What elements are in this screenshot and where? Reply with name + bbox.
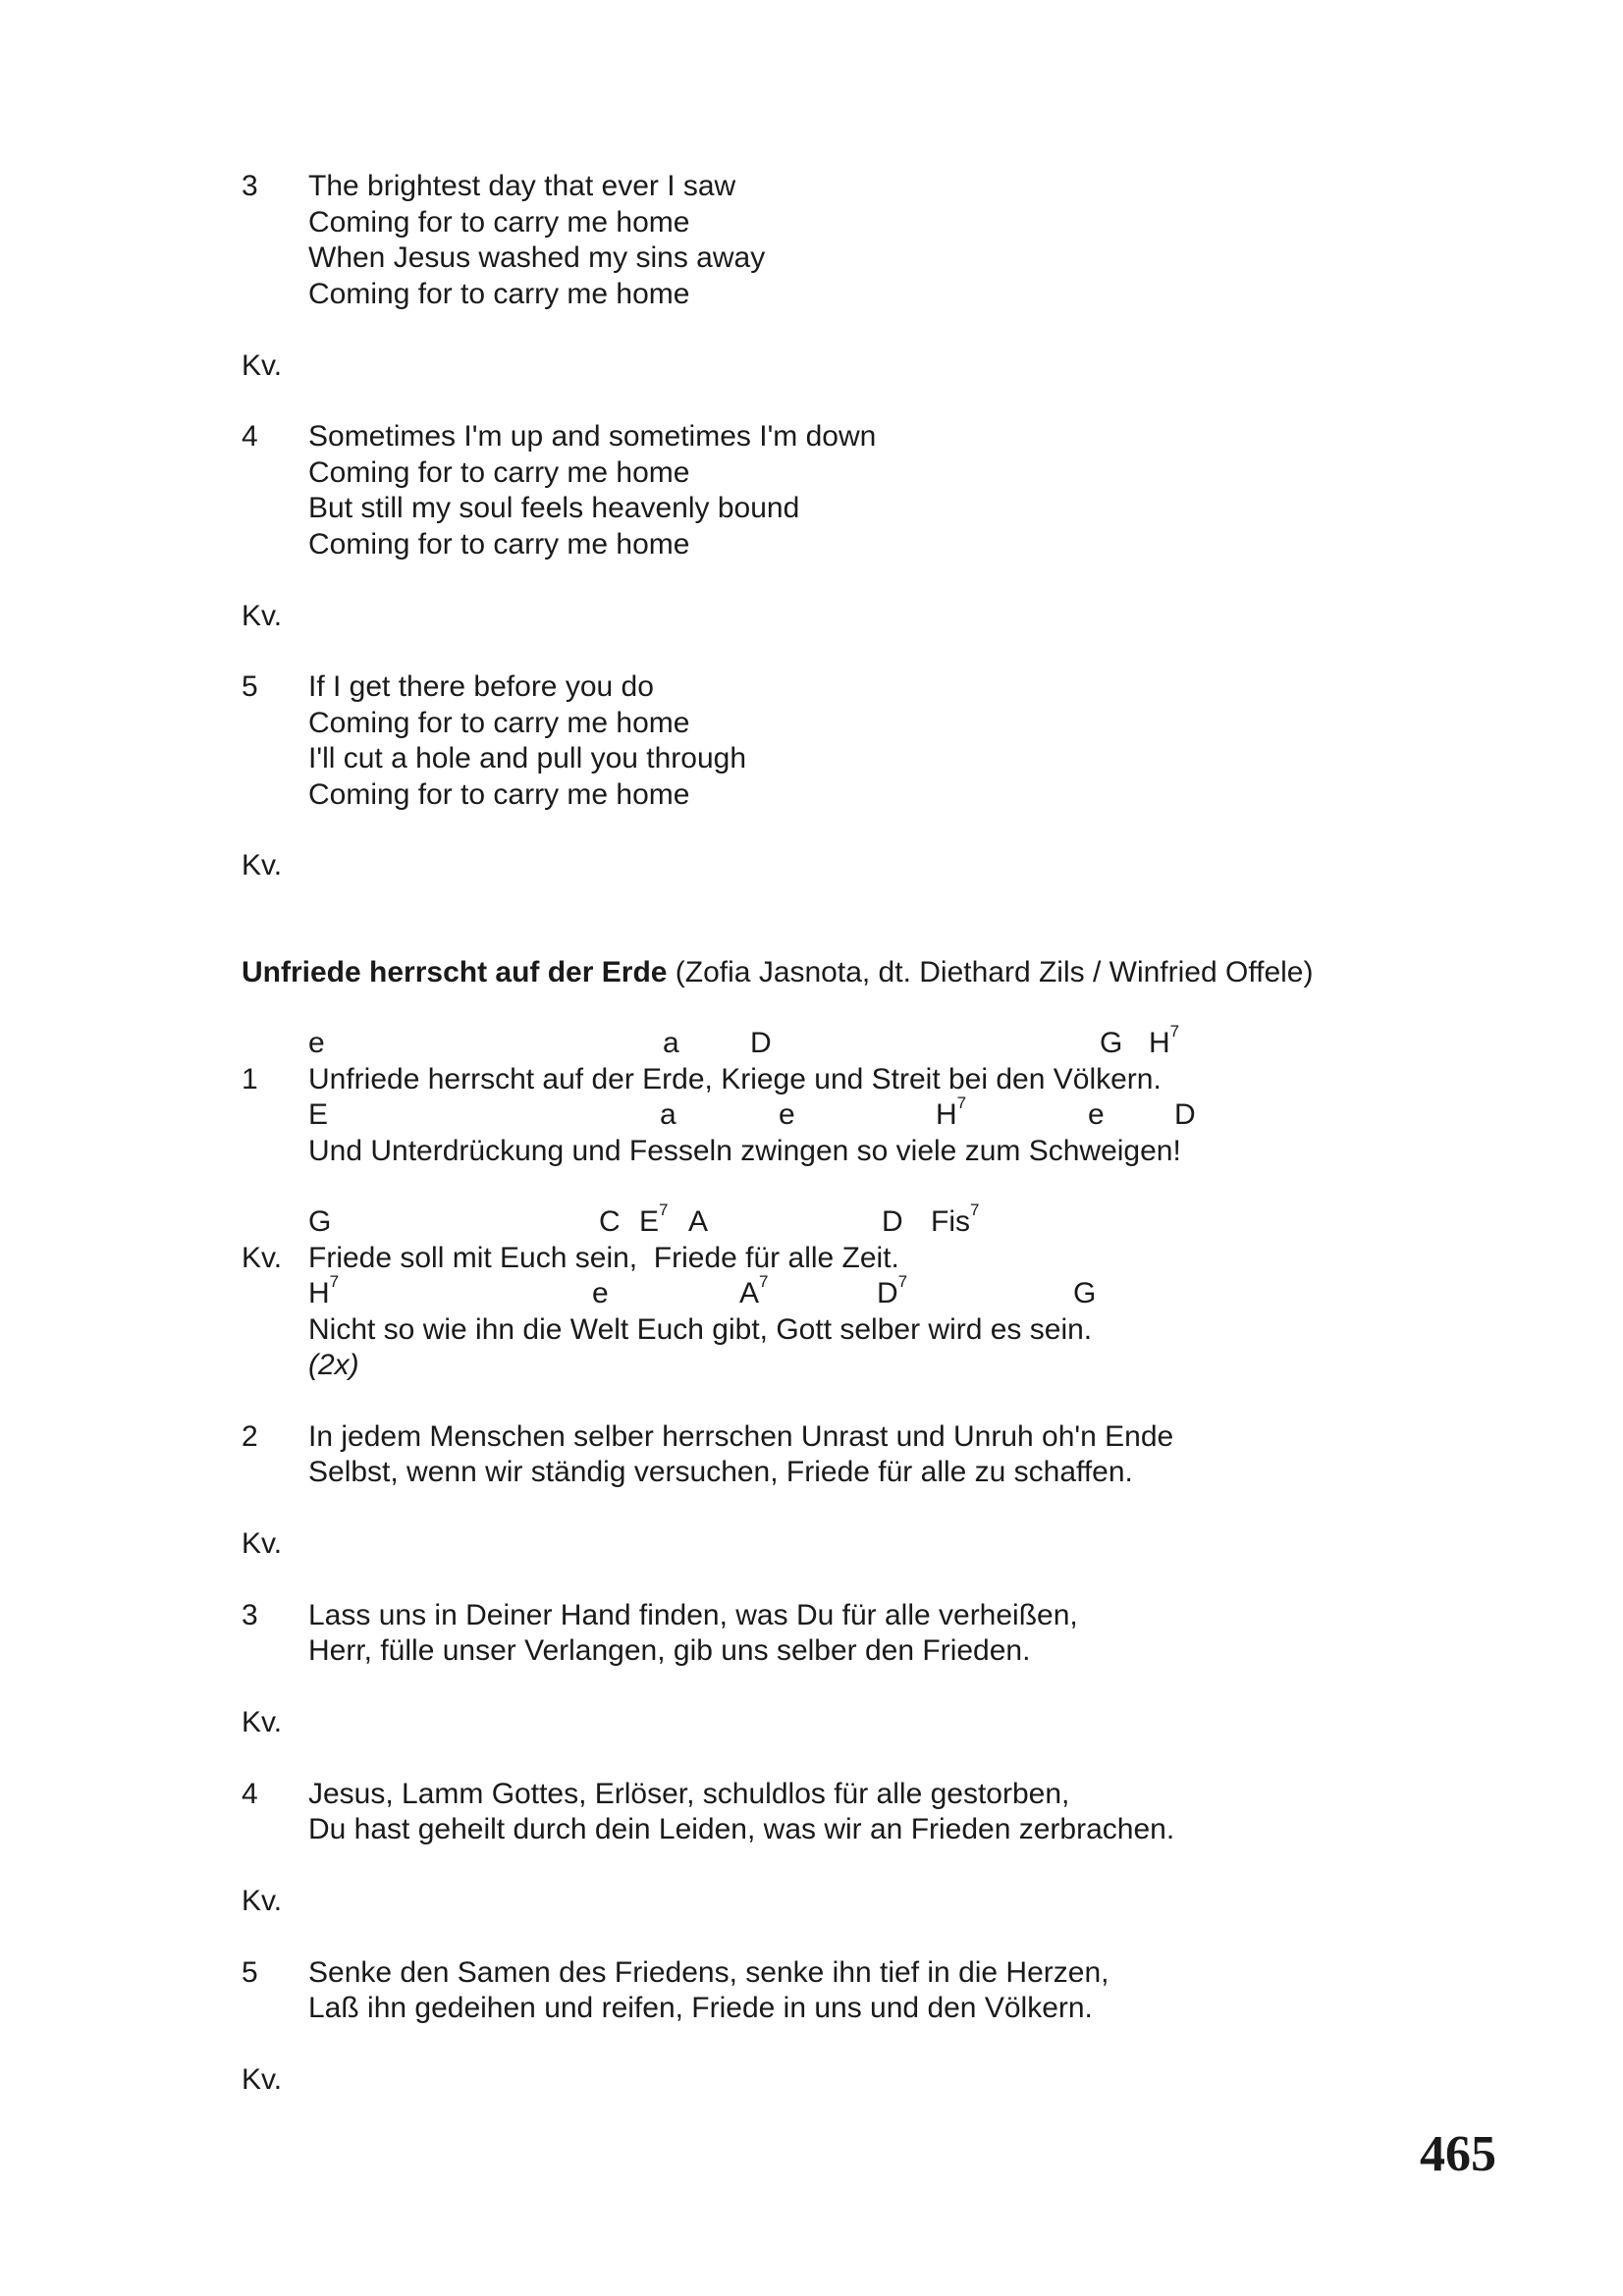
refrain-marker: Kv. xyxy=(242,2063,283,2096)
lyric-line: But still my soul feels heavenly bound xyxy=(308,492,800,524)
refrain-marker: Kv. xyxy=(242,1527,283,1560)
lyric-line: Laß ihn gedeihen und reifen, Friede in uns und den Völkern. xyxy=(308,1992,1093,2024)
lyric-line: Coming for to carry me home xyxy=(308,528,690,561)
refrain-marker: Kv. xyxy=(242,1706,283,1738)
chord: A xyxy=(688,1205,709,1238)
repeat-marker: (2x) xyxy=(308,1349,359,1381)
lyric-line: Du hast geheilt durch dein Leiden, was wir an Frieden zerbrachen. xyxy=(308,1813,1175,1845)
verse-number: 4 xyxy=(242,420,258,453)
chord: $H^7$ xyxy=(936,1094,967,1131)
lyric-line: Coming for to carry me home xyxy=(308,707,690,739)
verse-number: 2 xyxy=(242,1420,258,1453)
chord: a xyxy=(660,1098,676,1131)
lyric-line: Coming for to carry me home xyxy=(308,778,690,811)
lyric-line: Selbst, wenn wir ständig versuchen, Friede für alle zu schaffen. xyxy=(308,1456,1133,1488)
lyric-line: Herr, fülle unser Verlangen, gib uns selber den Frieden. xyxy=(308,1634,1031,1667)
lyric-line: Friede soll mit Euch sein, Friede für alle Zeit. xyxy=(308,1242,899,1274)
chord: e xyxy=(1088,1098,1105,1131)
chord: G xyxy=(1100,1027,1123,1059)
refrain-marker: Kv. xyxy=(242,1885,283,1917)
song-heading xyxy=(242,955,1313,990)
chord: D xyxy=(1174,1098,1196,1131)
chord: G xyxy=(1073,1277,1097,1309)
chord: $D^7$ xyxy=(877,1272,908,1309)
chord: $H^7$ xyxy=(308,1272,340,1309)
lyric-line: Und Unterdrückung und Fesseln zwingen so viele zum Schweigen! xyxy=(308,1135,1181,1167)
song-title: Unfriede herrscht auf der Erde xyxy=(242,956,668,988)
chord: C xyxy=(599,1205,621,1238)
chord: e xyxy=(592,1277,609,1309)
lyric-line: Coming for to carry me home xyxy=(308,206,690,239)
chord: D xyxy=(882,1205,903,1238)
refrain-marker: Kv. xyxy=(242,849,283,881)
verse-number: 1 xyxy=(242,1063,258,1095)
lyric-line: When Jesus washed my sins away xyxy=(308,241,766,274)
lyric-line: Lass uns in Deiner Hand finden, was Du für alle verheißen, xyxy=(308,1599,1078,1631)
refrain-marker: Kv. xyxy=(242,349,283,382)
verse-number: 3 xyxy=(242,1599,258,1631)
lyric-line: Coming for to carry me home xyxy=(308,456,690,489)
chord: E xyxy=(308,1098,329,1131)
page-number: 465 xyxy=(1420,2126,1496,2182)
lyric-line: Jesus, Lamm Gottes, Erlöser, schuldlos für alle gestorben, xyxy=(308,1778,1070,1810)
lyric-line: In jedem Menschen selber herrschen Unrast und Unruh oh'n Ende xyxy=(308,1420,1174,1453)
refrain-marker: Kv. xyxy=(242,1242,283,1274)
chord: D xyxy=(750,1027,772,1059)
lyric-line: Sometimes I'm up and sometimes I'm down xyxy=(308,420,877,453)
lyric-line: Senke den Samen des Friedens, senke ihn tief in die Herzen, xyxy=(308,1956,1109,1989)
chord: $H^7$ xyxy=(1149,1022,1180,1059)
verse-number: 5 xyxy=(242,1956,258,1989)
lyric-line: The brightest day that ever I saw xyxy=(308,170,736,202)
chord: a xyxy=(663,1027,679,1059)
chord: $A^7$ xyxy=(739,1272,769,1309)
chord: e xyxy=(779,1098,795,1131)
lyric-line: I'll cut a hole and pull you through xyxy=(308,742,747,774)
lyric-line: Unfriede herrscht auf der Erde, Kriege und Streit bei den Völkern. xyxy=(308,1063,1162,1095)
verse-number: 3 xyxy=(242,170,258,202)
lyric-line: Coming for to carry me home xyxy=(308,278,690,310)
chord: $E^7$ xyxy=(639,1201,669,1238)
verse-number: 4 xyxy=(242,1778,258,1810)
chord: Fis$^7$ xyxy=(931,1201,980,1238)
lyric-line: Nicht so wie ihn die Welt Euch gibt, Gott selber wird es sein. xyxy=(308,1313,1093,1346)
song-credits: (Zofia Jasnota, dt. Diethard Zils / Winfried Offele) xyxy=(675,956,1314,988)
chord: e xyxy=(308,1027,325,1059)
refrain-marker: Kv. xyxy=(242,600,283,632)
chord: G xyxy=(308,1205,332,1238)
lyric-line: If I get there before you do xyxy=(308,670,654,703)
verse-number: 5 xyxy=(242,670,258,703)
